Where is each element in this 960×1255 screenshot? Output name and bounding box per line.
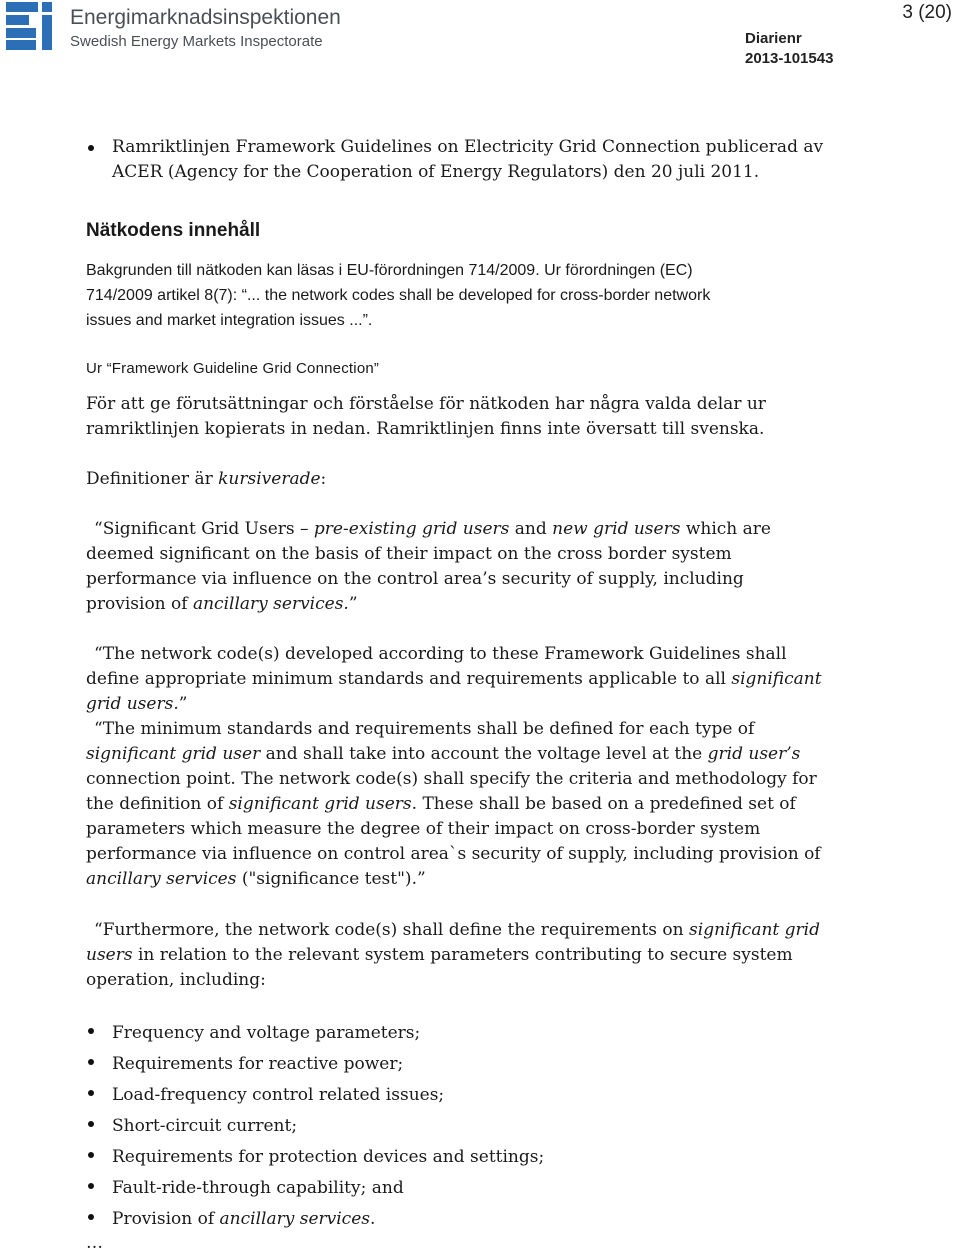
ellipsis: … bbox=[86, 1233, 103, 1253]
sub-paragraph: För att ge förutsättningar och förståelse för nätkoden har några valda delar ur ramriktlinjen kopierats in nedan. Ramriktlinjen finns inte översatt till svenska. bbox=[86, 394, 766, 439]
energimarknadsinspektionen-logo bbox=[6, 2, 68, 50]
intro-paragraph bbox=[86, 258, 826, 333]
quote-requirements-definition: “The minimum standards and requirements shall be defined for each type of significant grid user and shall take into account the voltage level at the grid user’s connection point. The network code(s) shall specify the criteria and methodology for the definition of significant grid users. These shall be based on a predefined set of parameters which measure the degree of their impact on cross-border system performance via influence on control area`s security of supply, including provision of ancillary services ("significance test").” bbox=[86, 719, 821, 889]
requirements-list bbox=[86, 1018, 826, 1235]
quote-minimum-standards: “The network code(s) developed according to these Framework Guidelines shall define appropriate minimum standards and requirements applicable to all significant grid users.” bbox=[86, 644, 822, 714]
list-item: Provision of ancillary services. bbox=[86, 1204, 826, 1235]
list-item: Requirements for protection devices and settings; bbox=[86, 1142, 826, 1173]
diarie-number: 2013-101543 bbox=[745, 50, 834, 67]
list-item: Load-frequency control related issues; bbox=[86, 1080, 826, 1111]
top-bullet-list bbox=[86, 135, 826, 185]
section-heading: Nätkodens innehåll bbox=[86, 220, 261, 241]
quote-system-parameters: “Furthermore, the network code(s) shall define the requirements on significant grid users in relation to the relevant system parameters contributing to secure system operation, including: bbox=[86, 920, 820, 990]
list-item: Requirements for reactive power; bbox=[86, 1049, 826, 1080]
definitions-note: Definitioner är kursiverade: bbox=[86, 469, 327, 489]
sub-heading: Ur “Framework Guideline Grid Connection” bbox=[86, 360, 380, 377]
intro-line: 714/2009 artikel 8(7): “... the network codes shall be developed for cross-border network bbox=[86, 287, 711, 304]
list-item: Fault-ride-through capability; and bbox=[86, 1173, 826, 1204]
diarie-label: Diarienr bbox=[745, 30, 802, 47]
list-item: Frequency and voltage parameters; bbox=[86, 1018, 826, 1049]
org-name-english: Swedish Energy Markets Inspectorate bbox=[70, 33, 323, 50]
list-item: Short-circuit current; bbox=[86, 1111, 826, 1142]
quote-significant-grid-users: “Significant Grid Users – pre-existing grid users and new grid users which are deemed significant on the basis of their impact on the cross border system performance via influence on the control area’s security of supply, including provision of ancillary services.” bbox=[86, 519, 771, 614]
org-name: Energimarknadsinspektionen bbox=[70, 6, 341, 29]
page-header bbox=[0, 0, 960, 80]
list-item: Ramriktlinjen Framework Guidelines on Electricity Grid Connection publicerad av ACER (Agency for the Cooperation of Energy Regulators) den 20 juli 2011. bbox=[86, 135, 826, 185]
intro-line: Bakgrunden till nätkoden kan läsas i EU-förordningen 714/2009. Ur förordningen (EC) bbox=[86, 262, 693, 279]
intro-line: issues and market integration issues ...”. bbox=[86, 312, 373, 329]
page-number: 3 (20) bbox=[902, 2, 952, 23]
